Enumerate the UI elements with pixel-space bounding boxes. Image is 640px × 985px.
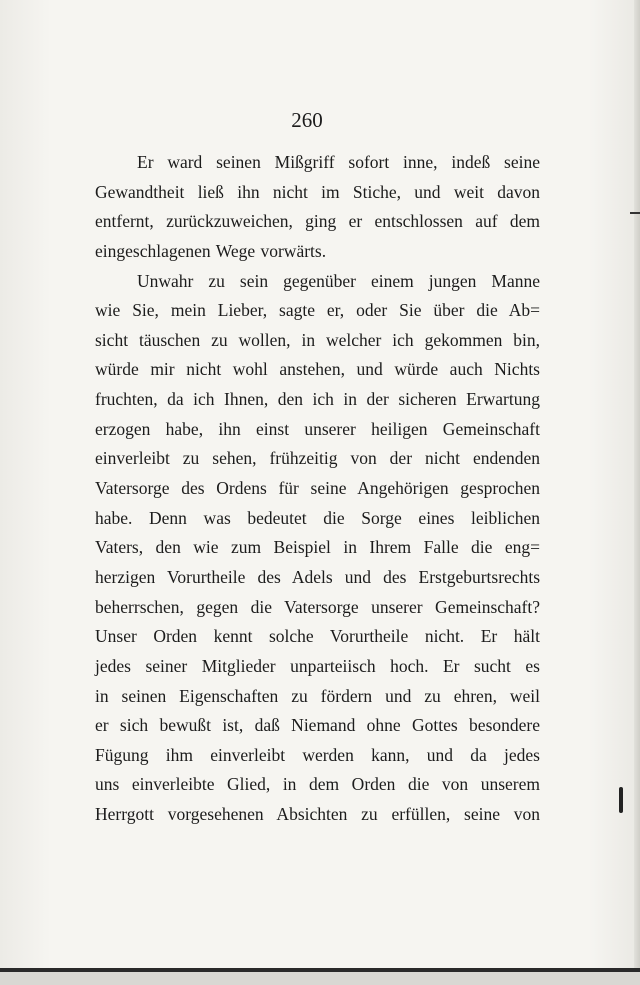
text-line: er sich bewußt ist, daß Niemand ohne Gottes besondere bbox=[95, 715, 540, 736]
text-line: Vatersorge des Ordens für seine Angehörigen gesprochen bbox=[95, 478, 540, 499]
scan-mark bbox=[630, 212, 640, 214]
text-line: wie Sie, mein Lieber, sagte er, oder Sie über die Ab= bbox=[95, 300, 540, 321]
text-line: Fügung ihm einverleibt werden kann, und da jedes bbox=[95, 744, 540, 765]
text-line: jedes seiner Mitglieder unparteiisch hoch. Er sucht es bbox=[95, 655, 540, 676]
text-line: eingeschlagenen Wege vorwärts. bbox=[95, 240, 327, 261]
text-line: in seinen Eigenschaften zu fördern und zu ehren, weil bbox=[95, 685, 540, 706]
scan-mark bbox=[619, 787, 623, 813]
text-line: beherrschen, gegen die Vatersorge unserer Gemeinschaft? bbox=[95, 596, 540, 617]
text-line: sicht täuschen zu wollen, in welcher ich gekommen bin, bbox=[95, 329, 540, 350]
text-line: Vaters, den wie zum Beispiel in Ihrem Falle die eng= bbox=[95, 537, 540, 558]
text-line: habe. Denn was bedeutet die Sorge eines leiblichen bbox=[95, 507, 540, 528]
text-line: würde mir nicht wohl anstehen, und würde auch Nichts bbox=[95, 359, 540, 380]
text-line: entfernt, zurückzuweichen, ging er entschlossen auf dem bbox=[95, 211, 540, 232]
scan-background bbox=[0, 972, 640, 985]
text-line: fruchten, da ich Ihnen, den ich in der sicheren Erwartung bbox=[95, 389, 540, 410]
page-body-text bbox=[95, 148, 540, 830]
text-line: erzogen habe, ihn einst unserer heiligen Gemeinschaft bbox=[95, 418, 540, 439]
text-line: herzigen Vorurtheile des Adels und des Erstgeburtsrechts bbox=[95, 566, 540, 587]
text-line: uns einverleibte Glied, in dem Orden die von unserem bbox=[95, 774, 540, 795]
text-line: Gewandtheit ließ ihn nicht im Stiche, und weit davon bbox=[95, 181, 540, 202]
text-line: Er ward seinen Mißgriff sofort inne, indeß seine bbox=[137, 152, 540, 172]
text-line: einverleibt zu sehen, frühzeitig von der nicht endenden bbox=[95, 448, 540, 469]
page-number: 260 bbox=[291, 108, 323, 132]
text-line: Unser Orden kennt solche Vorurtheile nicht. Er hält bbox=[95, 626, 540, 647]
text-line: Unwahr zu sein gegenüber einem jungen Manne bbox=[137, 270, 540, 291]
text-line: Herrgott vorgesehenen Absichten zu erfüllen, seine von bbox=[95, 804, 540, 825]
page-edge-shadow bbox=[634, 0, 640, 985]
